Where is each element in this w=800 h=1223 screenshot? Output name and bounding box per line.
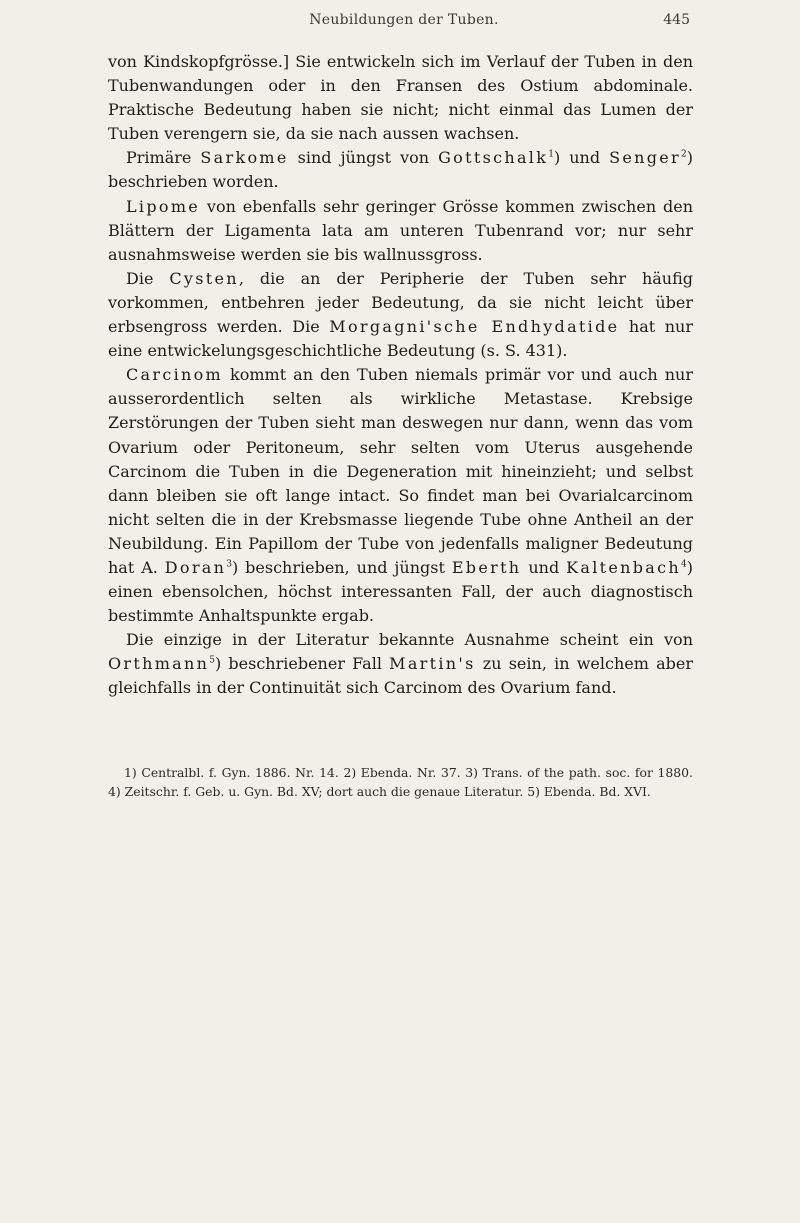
footnote-ref-2: 2 xyxy=(681,150,687,161)
term-lipome: Lipome xyxy=(126,196,201,216)
author-orthmann: Orthmann xyxy=(108,654,210,674)
footnotes xyxy=(108,763,693,801)
author-senger: Senger xyxy=(609,148,682,168)
paragraph-myoma-continuation: von Kindskopfgrösse.] Sie entwickeln sich im Verlauf der Tuben in den Tubenwandungen oder in den Fransen des Ostium abdominale. Praktische Bedeutung haben sie nicht; nicht einmal das Lumen der Tuben verengern sie, da sie nach aussen wachsen. xyxy=(108,52,693,144)
term-sarkome: Sarkome xyxy=(200,148,289,168)
running-title: Neubildungen der Tuben. xyxy=(309,12,499,28)
footnote-ref-3: 3 xyxy=(226,559,232,570)
running-header xyxy=(108,12,700,28)
paragraph-carcinoma: Carcinom kommt an den Tuben niemals primär vor und auch nur ausserordentlich selten als wirkliche Metastase. Krebsige Zerstörungen der Tuben sieht man deswegen nur dann, wenn das vom Ovarium oder Peritoneum, sehr selten vom Uterus ausgehende Carcinom die Tuben in die Degeneration mit hineinzieht; und selbst dann bleiben sie oft lange intact. So findet man bei Ovarialcarcinom nicht selten die in der Krebsmasse liegende Tube ohne Antheil an der Neubildung. Ein Papillom der Tube von jedenfalls maligner Bedeutung hat A. Doran$^3$) beschrieben, und jüngst Eberth und Kaltenbach$^4$) einen ebensolchen, höchst interessanten Fall, der auch diagnostisch bestimmte Anhaltspunkte ergab. xyxy=(108,365,693,626)
author-gottschalk: Gottschalk xyxy=(438,148,549,168)
paragraph-exception: Die einzige in der Literatur bekannte Ausnahme scheint ein von Orthmann$^5$) beschriebener Fall Martin's zu sein, in welchem aber gleichfalls in der Continuität sich Carcinom des Ovarium fand. xyxy=(108,630,694,698)
term-cysten: Cysten xyxy=(169,268,239,288)
author-martin: Martin's xyxy=(389,654,476,674)
paragraph-lipoma: Lipome von ebenfalls sehr geringer Grösse kommen zwischen den Blättern der Ligamenta lata am unteren Tubenrand vor; nur sehr ausnahmsweise werden sie bis wallnussgross. xyxy=(108,196,693,264)
paragraph-cysts: Die Cysten, die an der Peripherie der Tuben sehr häufig vorkommen, entbehren jeder Bedeutung, da sie nicht leicht über erbsengross werden. Die Morgagni'sche Endhydatide hat nur eine entwickelungsgeschichtliche Bedeutung (s. S. 431). xyxy=(108,268,694,361)
paragraph-sarcoma: Primäre Sarkome sind jüngst von Gottschalk$^1$) und Senger$^2$) beschrieben worden. xyxy=(108,148,693,192)
term-endhydatide: Morgagni'sche Endhydatide xyxy=(329,317,620,337)
author-kaltenbach: Kaltenbach xyxy=(566,557,681,577)
footnote-ref-5: 5 xyxy=(209,656,215,667)
main-text xyxy=(108,50,693,701)
author-doran: Doran xyxy=(164,557,227,577)
footnote-ref-1: 1 xyxy=(548,150,554,161)
footnote-list: 1) Centralbl. f. Gyn. 1886. Nr. 14. 2) Ebenda. Nr. 37. 3) Trans. of the path. soc. for 1880. 4) Zeitschr. f. Geb. u. Gyn. Bd. XV; dort auch die genaue Literatur. 5) Ebenda. Bd. XVI. xyxy=(108,765,693,799)
term-carcinom: Carcinom xyxy=(126,365,224,385)
footnote-ref-4: 4 xyxy=(681,559,687,570)
author-eberth: Eberth xyxy=(451,557,522,577)
page-number: 445 xyxy=(663,12,690,28)
